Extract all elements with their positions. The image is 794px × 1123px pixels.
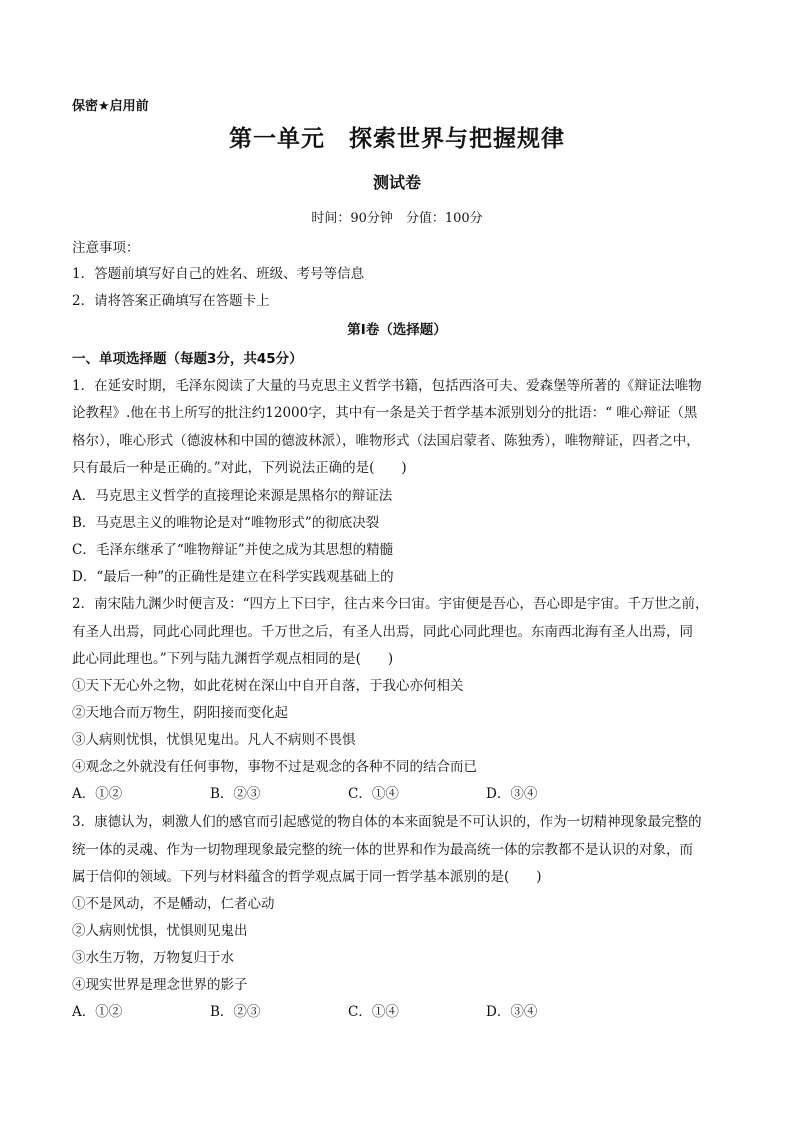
q3-choice-c: C．①④ [348,1004,399,1020]
notice-item: 1．答题前填写好自己的姓名、班级、考号等信息 [72,266,365,282]
q1-stem-line: 只有最后一种是正确的。”对此，下列说法正确的是( ) [72,460,407,476]
q3-choice-a: A．①② [72,1004,123,1020]
q1-stem-line: 格尔），唯心形式（德波林和中国的德波林派），唯物形式（法国启蒙者、陈独秀），唯物辩证，四者之中， [72,433,700,449]
q2-item: ③人病则忧惧，忧惧见鬼出。凡人不病则不畏惧 [72,732,356,748]
q3-item: ①不是风动，不是幡动，仁者心动 [72,896,275,912]
q3-choice-b: B．②③ [210,1004,261,1020]
q3-choice-d: D．③④ [486,1004,538,1020]
q2-choice-b: B．②③ [210,786,261,802]
page-subtitle: 测试卷 [372,173,421,192]
q1-stem-line: 论教程》.他在书上所写的批注约12000字，其中有一条是关于哲学基本派别划分的批语：“ 唯心辩证（黑 [72,405,698,421]
q1-stem-line: 1．在延安时期，毛泽东阅读了大量的马克思主义哲学书籍，包括西洛可夫、爱森堡等所著的《辩证法唯物 [72,378,702,394]
q2-choice-a: A．①② [72,786,123,802]
section-heading: 一、单项选择题（每题3分，共45分） [72,351,303,367]
q3-stem-line: 属于信仰的领域。下列与材料蕴含的哲学观点属于同一哲学基本派别的是( ) [72,869,542,885]
q2-item: ④观念之外就没有任何事物，事物不过是观念的各种不同的结合而已 [72,759,477,775]
q1-option: B．马克思主义的唯物论是对“唯物形式”的彻底决裂 [72,515,380,531]
q2-item: ①天下无心外之物，如此花树在深山中自开自落，于我心亦何相关 [72,678,464,694]
q2-choice-d: D．③④ [486,786,538,802]
q1-option: D．“最后一种”的正确性是建立在科学实践观基础上的 [72,569,394,585]
q2-stem-line: 此心同此理也。”下列与陆九渊哲学观点相同的是( ) [72,651,394,667]
page-title: 第一单元 探索世界与把握规律 [229,126,565,152]
q3-item: ④现实世界是理念世界的影子 [72,977,248,993]
q2-stem-line: 2．南宋陆九渊少时便言及：“四方上下曰宇，往古来今曰宙。宇宙便是吾心，吾心即是宇宙。千万世之前， [72,596,709,612]
q3-stem-line: 3．康德认为，刺激人们的感官而引起感觉的物自体的本来面貌是不可认识的，作为一切精神现象最完整的 [72,814,702,830]
q3-choices [72,1000,732,1020]
q1-option: A．马克思主义哲学的直接理论来源是黑格尔的辩证法 [72,488,393,504]
q3-item: ②人病则忧惧，忧惧则见鬼出 [72,923,248,939]
q3-item: ③水生万物，万物复归于水 [72,950,234,966]
notice-heading: 注意事项： [72,240,140,256]
q1-option: C．毛泽东继承了“唯物辩证”并使之成为其思想的精髓 [72,542,394,558]
q2-stem-line: 有圣人出焉，同此心同此理也。千万世之后，有圣人出焉，同此心同此理也。东南西北海有圣人出焉，同 [72,624,693,640]
q2-item: ②天地合而万物生，阴阳接而变化起 [72,705,288,721]
notice-item: 2．请将答案正确填写在答题卡上 [72,293,270,309]
confidential-label: 保密★启用前 [72,99,149,114]
q2-choices [72,782,732,802]
q3-stem-line: 统一体的灵魂、作为一切物理现象最完整的统一体的世界和作为最高统一体的宗教都不是认识的对象，而 [72,842,693,858]
q2-choice-c: C．①④ [348,786,399,802]
part-title: 第I卷（选择题） [347,322,447,338]
exam-meta: 时间：90分钟 分值：100分 [311,211,483,226]
